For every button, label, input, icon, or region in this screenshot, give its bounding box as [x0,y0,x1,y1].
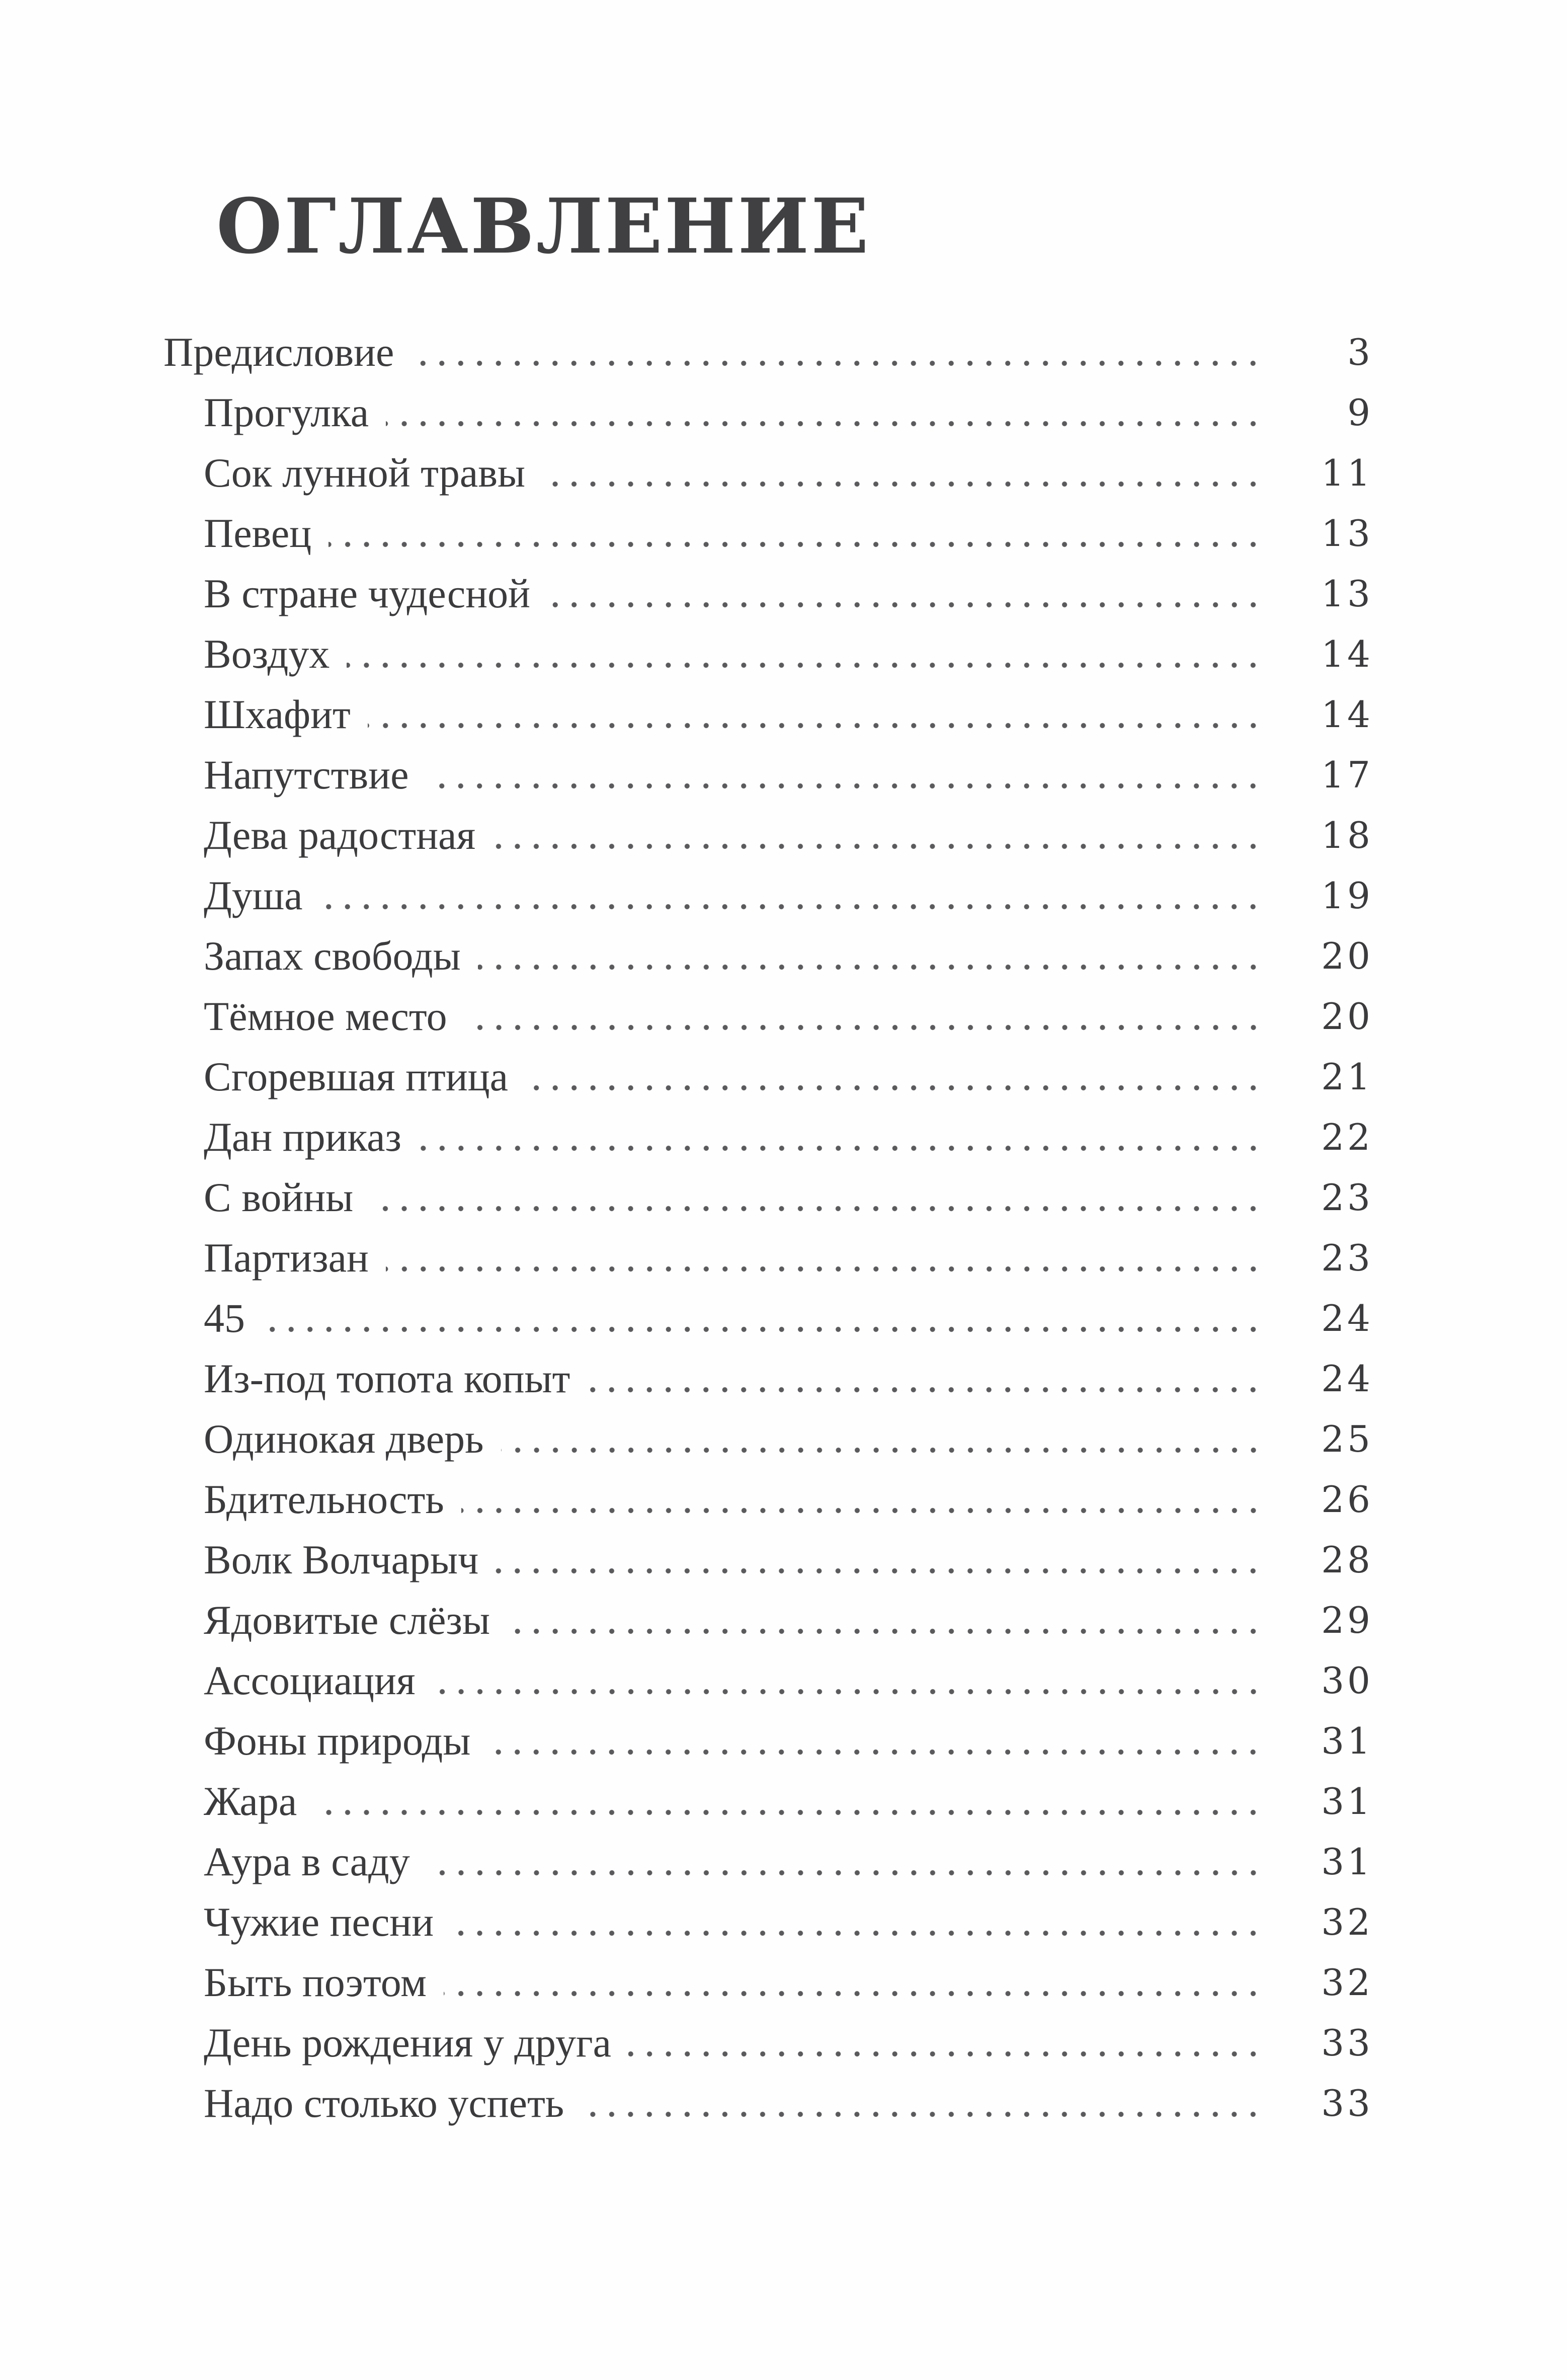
toc-entry-page-number: 32 [1321,1901,1373,1943]
toc-entry-page-number: 30 [1321,1659,1373,1702]
dot-leader [461,1505,1263,1516]
dot-leader [433,1687,1263,1697]
toc-entry-title: Душа [204,872,303,918]
toc-entry [204,1530,1373,1590]
toc-entry-body [204,1711,1373,1771]
toc-entry [204,1288,1373,1348]
toc-entry-page-number: 20 [1321,995,1373,1038]
toc-entry-page-number: 31 [1321,1841,1373,1883]
toc-entry-title: Певец [204,510,312,556]
toc-entry-body [204,2013,1373,2073]
toc-entry [204,1348,1373,1409]
toc-entry [204,805,1373,865]
dot-leader [370,1204,1263,1214]
toc-entry-body [204,1348,1373,1409]
dot-leader [444,1989,1263,1999]
dot-leader [628,2049,1263,2059]
toc-entry-body [204,382,1373,443]
toc-entry-body [204,1167,1373,1228]
toc-entry-page-number: 33 [1321,2022,1373,2064]
dot-leader [478,962,1263,972]
dot-leader [496,1566,1263,1576]
toc-entry-title: Быть поэтом [204,1959,427,2005]
toc-entry-body [163,322,1373,382]
toc-entry-title: С войны [204,1174,354,1220]
toc-entry [204,564,1373,624]
toc-entry-body [204,564,1373,624]
toc-entry-page-number: 14 [1321,633,1373,675]
dot-leader [426,781,1263,791]
dot-leader [411,358,1263,368]
dot-leader [368,721,1263,731]
toc-entry-page-number: 25 [1321,1418,1373,1460]
toc-entry-body [204,1409,1373,1469]
toc-entry [163,322,1373,382]
toc-entry-body [204,443,1373,503]
dot-leader [464,1022,1263,1033]
toc-entry [204,1650,1373,1711]
toc-entry [204,1952,1373,2013]
toc-entry-page-number: 14 [1321,693,1373,736]
toc-entry-title: Надо столько успеть [204,2080,564,2126]
toc-entry-page-number: 20 [1321,935,1373,977]
toc-entry-page-number: 23 [1321,1176,1373,1219]
dot-leader [507,1626,1263,1636]
toc-entry-body [204,745,1373,805]
toc-entry-body [204,1650,1373,1711]
toc-entry-body [204,1832,1373,1892]
dot-leader [525,1083,1263,1093]
toc-entry-title: Ассоциация [204,1657,416,1703]
toc-entry-body [204,624,1373,684]
toc-entry-page-number: 17 [1321,754,1373,796]
toc-entry [204,443,1373,503]
toc-entry [204,986,1373,1047]
toc-entry-page-number: 22 [1321,1116,1373,1158]
toc-entry-title: Дева радостная [204,812,476,858]
toc-entry-page-number: 29 [1321,1599,1373,1641]
dot-leader [547,600,1263,610]
toc-entry-body [204,1952,1373,2013]
toc-entry-title: Чужие песни [204,1899,434,1945]
toc-entry-body [204,2073,1373,2133]
toc-entry-page-number: 33 [1321,2082,1373,2124]
toc-entry-title: Фоны природы [204,1718,471,1764]
dot-leader [386,419,1263,429]
dot-leader [487,1747,1263,1757]
toc-entry-page-number: 19 [1321,875,1373,917]
toc-entry-body [204,805,1373,865]
toc-entry-page-number: 3 [1347,331,1373,373]
toc-entry [204,745,1373,805]
toc-entry [204,1469,1373,1530]
toc-entry-page-number: 31 [1321,1720,1373,1762]
toc-entry-title: Предисловие [163,329,394,375]
toc-entry-body [204,865,1373,926]
toc-entry [204,503,1373,564]
dot-leader [451,1928,1263,1938]
dot-leader [386,1264,1263,1274]
toc-entry-body [204,503,1373,564]
toc-entry [204,1409,1373,1469]
toc-entry-page-number: 28 [1321,1539,1373,1581]
dot-leader [419,1143,1263,1153]
toc-entry-body [204,1469,1373,1530]
toc-entry-title: Шхафит [204,691,351,737]
toc-entry [204,1771,1373,1832]
dot-leader [542,479,1263,489]
dot-leader [581,2109,1263,2119]
toc-entry-title: Сгоревшая птица [204,1054,509,1099]
toc-entry-body [204,1530,1373,1590]
toc-entry-title: Ядовитые слёзы [204,1597,490,1643]
toc-entry [204,684,1373,745]
toc-entry [204,624,1373,684]
toc-entry [204,1107,1373,1167]
toc-entry-title: Напутствие [204,752,409,798]
dot-leader [587,1385,1263,1395]
toc-entry-page-number: 13 [1321,512,1373,554]
toc-entry [204,1711,1373,1771]
dot-leader [328,539,1263,549]
toc-entry-body [204,926,1373,986]
toc-entry-title: Бдительность [204,1476,444,1522]
dot-leader [492,841,1263,851]
toc-entry-page-number: 18 [1321,814,1373,856]
toc-entry-page-number: 26 [1321,1478,1373,1521]
toc-title: ОГЛАВЛЕНИЕ [216,182,871,271]
toc-entry-body [204,1228,1373,1288]
toc-entry [204,2073,1373,2133]
dot-leader [427,1868,1263,1878]
toc-entry-title: 45 [204,1295,245,1341]
toc-entry-title: Одинокая дверь [204,1416,484,1462]
toc-entry-title: Запах свободы [204,933,461,979]
toc-entry [204,1047,1373,1107]
toc-entry-title: Из-под топота копыт [204,1356,570,1401]
toc-entry [204,1167,1373,1228]
toc-entry [204,1228,1373,1288]
toc-entry-page-number: 23 [1321,1237,1373,1279]
toc-entry-title: Аура в саду [204,1839,410,1884]
toc-entry [204,2013,1373,2073]
dot-leader [347,660,1263,670]
dot-leader [262,1324,1263,1334]
toc-entry-body [204,986,1373,1047]
dot-leader [319,902,1263,912]
toc-entry-title: Дан приказ [204,1114,401,1160]
toc-entry [204,1832,1373,1892]
toc-entry-title: В стране чудесной [204,571,530,616]
toc-entry-page-number: 13 [1321,573,1373,615]
dot-leader [501,1445,1263,1455]
toc-entry-title: Прогулка [204,389,369,435]
toc-entry-body [204,1047,1373,1107]
dot-leader [314,1807,1263,1817]
toc-entry-body [204,1107,1373,1167]
toc-entry-page-number: 11 [1321,452,1373,494]
toc-entry-body [204,1590,1373,1650]
toc-entry [204,1892,1373,1952]
toc-entry-body [204,684,1373,745]
toc-entry-page-number: 21 [1321,1056,1373,1098]
toc-entry-title: Воздух [204,631,330,677]
toc-entry-page-number: 24 [1321,1358,1373,1400]
toc-entry-page-number: 9 [1347,391,1373,434]
toc-entry-body [204,1288,1373,1348]
toc-entry [204,1590,1373,1650]
toc-entry [204,382,1373,443]
toc-entry-page-number: 24 [1321,1297,1373,1339]
toc-entry [204,865,1373,926]
toc-entry-body [204,1771,1373,1832]
toc-entry-page-number: 31 [1321,1780,1373,1822]
toc-entry-title: Партизан [204,1235,369,1281]
toc-entry [204,926,1373,986]
toc-entry-title: Жара [204,1778,297,1824]
toc-entry-title: Сок лунной травы [204,450,526,496]
toc-entry-title: Волк Волчарыч [204,1537,479,1582]
toc-entry-title: Тёмное место [204,993,447,1039]
toc-entry-page-number: 32 [1321,1961,1373,2004]
toc-entry-title: День рождения у друга [204,2020,611,2066]
toc-entry-body [204,1892,1373,1952]
